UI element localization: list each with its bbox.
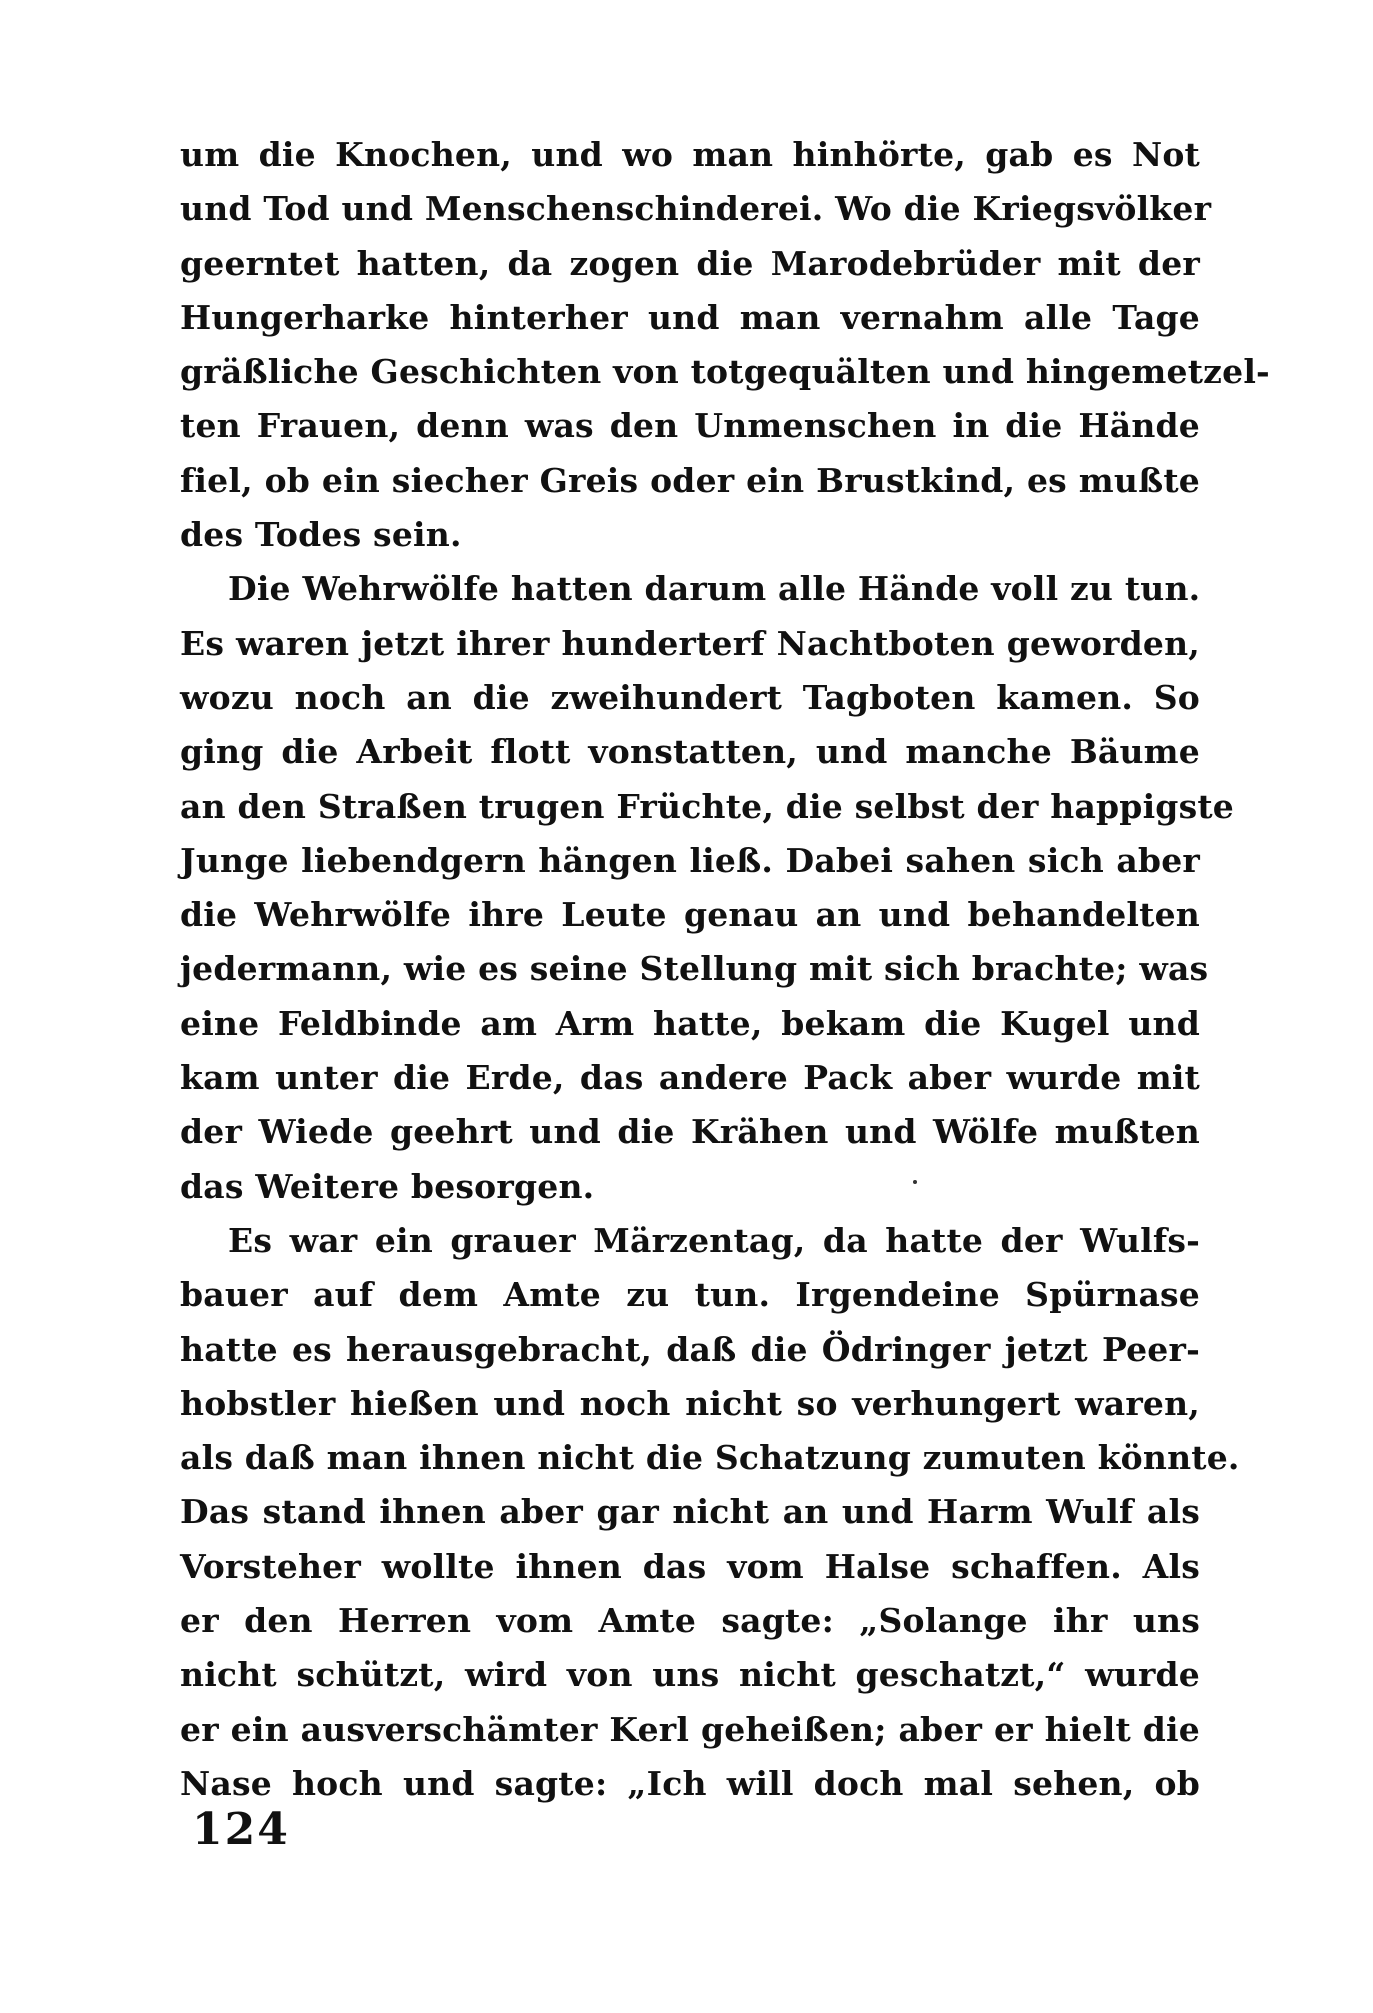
text-line: jedermann, wie es seine Stellung mit sich brachte; was (180, 949, 1209, 989)
text-line: kam unter die Erde, das andere Pack aber wurde mit (180, 1058, 1200, 1098)
text-line: Die Wehrwölfe hatten darum alle Hände voll zu tun. (228, 569, 1201, 609)
text-line: Hungerharke hinterher und man vernahm alle Tage (180, 297, 1200, 337)
text-line: Vorsteher wollte ihnen das vom Halse schaffen. Als (180, 1546, 1200, 1586)
text-line: fiel, ob ein siecher Greis oder ein Brustkind, es mußte (180, 460, 1200, 500)
text-line: um die Knochen, und wo man hinhörte, gab es Not (180, 135, 1200, 174)
text-line: hobstler hießen und noch nicht so verhungert waren, (180, 1383, 1200, 1423)
text-line: er den Herren vom Amte sagte: „Solange ihr uns (180, 1601, 1200, 1641)
text-line: ging die Arbeit flott vonstatten, und manche Bäume (180, 732, 1200, 772)
text-line: er ein ausverschämter Kerl geheißen; aber er hielt die (180, 1709, 1200, 1749)
text-line: hatte es herausgebracht, daß die Ödringer jetzt Peer- (180, 1329, 1200, 1369)
text-line: des Todes sein. (180, 515, 462, 555)
paragraph-3 (180, 1214, 1240, 1811)
text-line: Es waren jetzt ihrer hunderterf Nachtboten geworden, (180, 623, 1200, 663)
text-line: wozu noch an die zweihundert Tagboten kamen. So (180, 677, 1200, 717)
text-line: Nase hoch und sagte: „Ich will doch mal sehen, ob (180, 1763, 1200, 1803)
text-line: eine Feldbinde am Arm hatte, bekam die Kugel und (180, 1003, 1200, 1043)
paragraph-2 (180, 562, 1234, 1214)
body-text (180, 128, 1270, 1811)
text-line: und Tod und Menschenschinderei. Wo die Kriegsvölker (180, 189, 1212, 229)
text-line: Junge liebendgern hängen ließ. Dabei sahen sich aber (180, 840, 1200, 880)
text-line: an den Straßen trugen Früchte, die selbst der happigste (180, 786, 1234, 826)
text-line: Das stand ihnen aber gar nicht an und Harm Wulf als (180, 1492, 1200, 1532)
text-line: als daß man ihnen nicht die Schatzung zumuten könnte. (180, 1438, 1240, 1478)
text-line: geerntet hatten, da zogen die Marodebrüder mit der (180, 243, 1200, 283)
text-line: der Wiede geehrt und die Krähen und Wölfe mußten (180, 1112, 1200, 1152)
text-line: die Wehrwölfe ihre Leute genau an und behandelten (180, 895, 1200, 935)
text-line: ten Frauen, denn was den Unmenschen in die Hände (180, 406, 1200, 446)
page-number: 124 (192, 1804, 290, 1855)
text-line: Es war ein grauer Märzentag, da hatte der Wulfs- (228, 1220, 1200, 1260)
text-line: nicht schützt, wird von uns nicht geschatzt,“ wurde (180, 1655, 1200, 1695)
text-line: das Weitere besorgen. (180, 1166, 595, 1206)
text-line: gräßliche Geschichten von totgequälten und hingemetzel- (180, 352, 1270, 392)
ink-speck (913, 1180, 917, 1184)
text-line: bauer auf dem Amte zu tun. Irgendeine Spürnase (180, 1275, 1200, 1315)
paragraph-1 (180, 128, 1270, 562)
